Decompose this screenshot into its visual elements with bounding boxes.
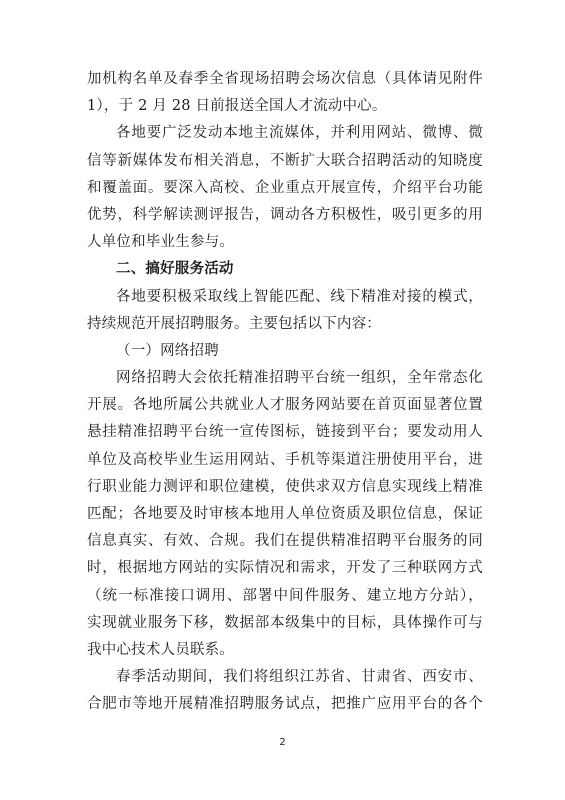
text-line: 和覆盖面。要深入高校、企业重点开展宣传，介绍平台功能: [87, 179, 483, 196]
text-line: 1），于 2 月 28 日前报送全国人才流动中心。: [87, 98, 387, 115]
text-line: 各地要广泛发动本地主流媒体，并利用网站、微博、微: [116, 125, 483, 142]
text-line: 春季活动期间，我们将组织江苏省、甘肃省、西安市、: [116, 669, 483, 686]
text-line: 合肥市等地开展精准招聘服务试点，把推广应用平台的各个: [87, 696, 483, 713]
text-line: 时，根据地方网站的实际情况和需求，开发了三种联网方式: [87, 560, 483, 577]
section-heading: 二、搞好服务活动: [116, 261, 234, 278]
text-line: 实现就业服务下移，数据部本级集中的目标，具体操作可与: [87, 614, 483, 631]
text-line: 加机构名单及春季全省现场招聘会场次信息（具体请见附件: [87, 71, 483, 87]
text-line: 悬挂精准招聘平台统一宣传图标，链接到平台；要发动用人: [87, 424, 483, 441]
text-line: 开展。各地所属公共就业人才服务网站要在首页面显著位置: [87, 397, 483, 414]
body-text: [87, 66, 483, 719]
text-line: 行职业能力测评和职位建模，使供求双方信息实现线上精准: [87, 478, 483, 495]
text-line: 信息真实、有效、合规。我们在提供精准招聘平台服务的同: [87, 533, 483, 550]
text-line: 网络招聘大会依托精准招聘平台统一组织，全年常态化: [116, 370, 483, 387]
text-line: 各地要积极采取线上智能匹配、线下精准对接的模式，: [116, 288, 483, 305]
text-line: 优势，科学解读测评报告，调动各方积极性，吸引更多的用: [87, 206, 483, 223]
text-line: 持续规范开展招聘服务。主要包括以下内容：: [87, 315, 381, 332]
text-line: 匹配；各地要及时审核本地用人单位资质及职位信息，保证: [87, 506, 483, 522]
subsection-heading: （一）网络招聘: [116, 342, 219, 359]
page-number: 2: [279, 737, 286, 748]
text-line: 信等新媒体发布相关消息，不断扩大联合招聘活动的知晓度: [87, 152, 483, 169]
text-line: （统一标准接口调用、部署中间件服务、建立地方分站），: [87, 587, 483, 604]
text-line: 我中心技术人员联系。: [87, 641, 234, 658]
text-line: 单位及高校毕业生运用网站、手机等渠道注册使用平台，进: [87, 451, 483, 468]
text-line: 人单位和毕业生参与。: [87, 234, 234, 251]
